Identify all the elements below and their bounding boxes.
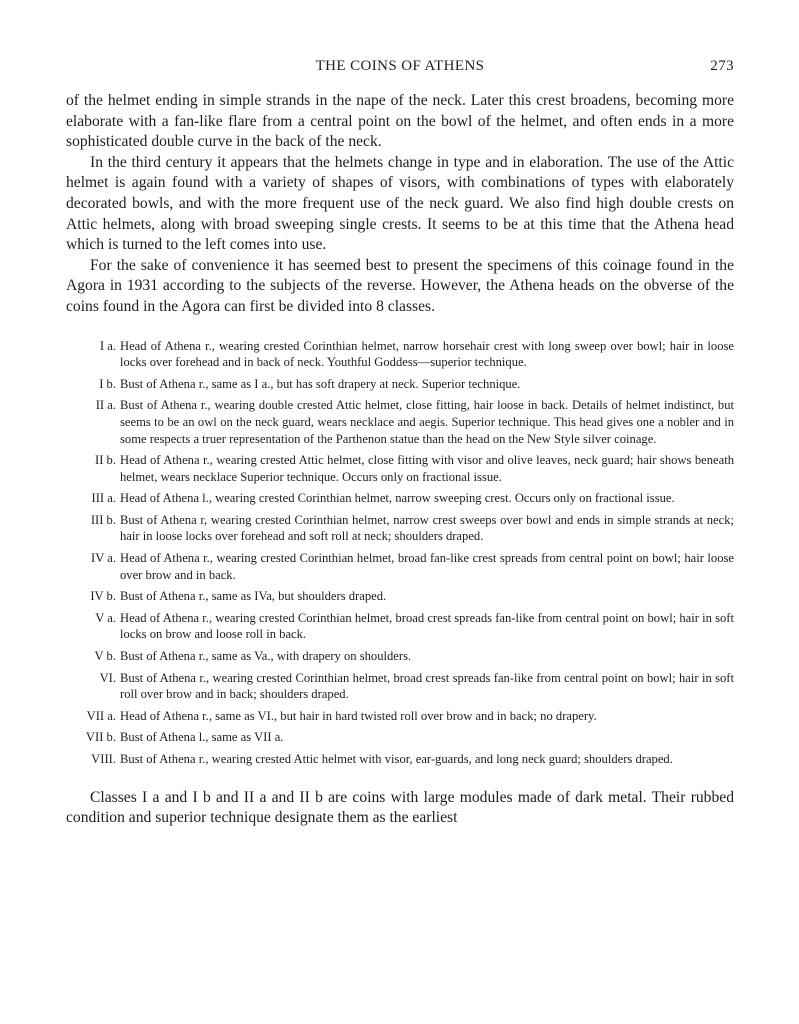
paragraph-convenience: For the sake of convenience it has seemed best to present the specimens of this coinage found in the Agora in 1931 according to the subjects of the reverse. However, the Athena heads on the obverse of the coins found in the Agora can first be divided into 8 classes.: [66, 256, 734, 315]
class-item: [66, 588, 734, 605]
class-description: Bust of Athena r., same as IVa, but shoulders draped.: [120, 589, 387, 604]
class-label: II b.: [95, 453, 116, 468]
class-item: [66, 376, 734, 393]
class-label: II a.: [95, 398, 116, 413]
class-item: [66, 610, 734, 643]
paragraph-continuation: of the helmet ending in simple strands in the nape of the neck. Later this crest broadens, becoming more elaborate with a fan-like flare from a central point on the bowl of the helmet, and often ends in a more sophisticated double curve in the back of the neck.: [66, 92, 734, 151]
class-description: Bust of Athena l., same as VII a.: [120, 730, 284, 745]
class-item: [66, 452, 734, 485]
class-item: [66, 490, 734, 507]
running-head: [66, 58, 734, 78]
class-item: [66, 751, 734, 768]
running-title: THE COINS OF ATHENS: [315, 58, 485, 74]
class-item: [66, 397, 734, 447]
class-description: Bust of Athena r, wearing crested Corinthian helmet, narrow crest sweeps over bowl and ends in simple strands at neck; hair in loose locks over forehead and soft roll at neck; shoulders draped.: [120, 512, 734, 544]
class-label: I b.: [99, 376, 116, 391]
class-item: [66, 550, 734, 583]
class-description: Head of Athena r., wearing crested Corinthian helmet, narrow horsehair crest with long sweep over bowl; hair in loose locks over forehead and in back of neck. Youthful Goddess—superior technique.: [120, 338, 734, 370]
class-description: Bust of Athena r., wearing crested Corinthian helmet, broad crest spreads fan-like from central point on bowl; hair in soft roll over brow and in back; shoulders draped.: [120, 670, 734, 702]
paragraph-third-century: In the third century it appears that the helmets change in type and in elaboration. The use of the Attic helmet is again found with a variety of shapes of visors, with combinations of types with elaborately decorated bowls, and with the more frequent use of the neck guard. We also find high double crests on Attic helmets, along with broad sweeping single crests. It seems to be at this time that the Athena head which is turned to the left comes into use.: [66, 153, 734, 254]
main-text: [66, 91, 734, 829]
class-description: Bust of Athena r., wearing double crested Attic helmet, close fitting, hair loose in back. Details of helmet indistinct, but seems to be an owl on the neck guard, wears necklace and aegis. Superior technique. This head gives one a nobler and in some respects a truer representation of the Parthenon statue than the head on the New Style silver coinage.: [120, 398, 734, 446]
class-item: [66, 512, 734, 545]
class-item: [66, 648, 734, 665]
class-description: Head of Athena r., wearing crested Corinthian helmet, broad fan-like crest spreads from central point on bowl; hair loose over brow and in back.: [120, 551, 734, 582]
class-description: Head of Athena r., wearing crested Attic helmet, close fitting with visor and olive leaves, neck guard; hair shows beneath helmet, wears necklace Superior technique. Occurs only on fractional issue.: [120, 453, 734, 484]
class-label: V b.: [94, 649, 116, 664]
class-description: Head of Athena r., wearing crested Corinthian helmet, broad crest spreads fan-like from central point on bowl; hair in soft locks on brow and loose roll in back.: [120, 610, 734, 642]
class-label: VII b.: [85, 730, 116, 745]
class-label: VI.: [99, 670, 116, 685]
class-label: I a.: [99, 338, 116, 353]
page-number: 273: [710, 58, 734, 74]
class-item: [66, 670, 734, 703]
class-item: [66, 338, 734, 371]
class-label: VIII.: [91, 752, 116, 766]
class-item: [66, 708, 734, 725]
class-label: VII a.: [86, 708, 116, 723]
class-label: IV b.: [90, 589, 116, 604]
class-item: [66, 729, 734, 746]
class-label: III b.: [90, 512, 116, 527]
class-description: Bust of Athena r., wearing crested Attic helmet with visor, ear-guards, and long neck guard; shoulders draped.: [120, 752, 673, 766]
class-label: IV a.: [91, 551, 116, 566]
class-label: III a.: [91, 491, 116, 506]
paragraph-closing: Classes I a and I b and II a and II b are coins with large modules made of dark metal. Their rubbed condition and superior technique designate them as the earliest: [66, 788, 734, 827]
class-label: V a.: [95, 610, 116, 625]
classes-list: [66, 338, 734, 768]
class-description: Head of Athena r., same as VI., but hair in hard twisted roll over brow and in back; no drapery.: [120, 708, 597, 723]
class-description: Head of Athena l., wearing crested Corinthian helmet, narrow sweeping crest. Occurs only on fractional issue.: [120, 491, 675, 506]
class-description: Bust of Athena r., same as I a., but has soft drapery at neck. Superior technique.: [120, 376, 521, 391]
class-description: Bust of Athena r., same as Va., with drapery on shoulders.: [120, 649, 412, 664]
